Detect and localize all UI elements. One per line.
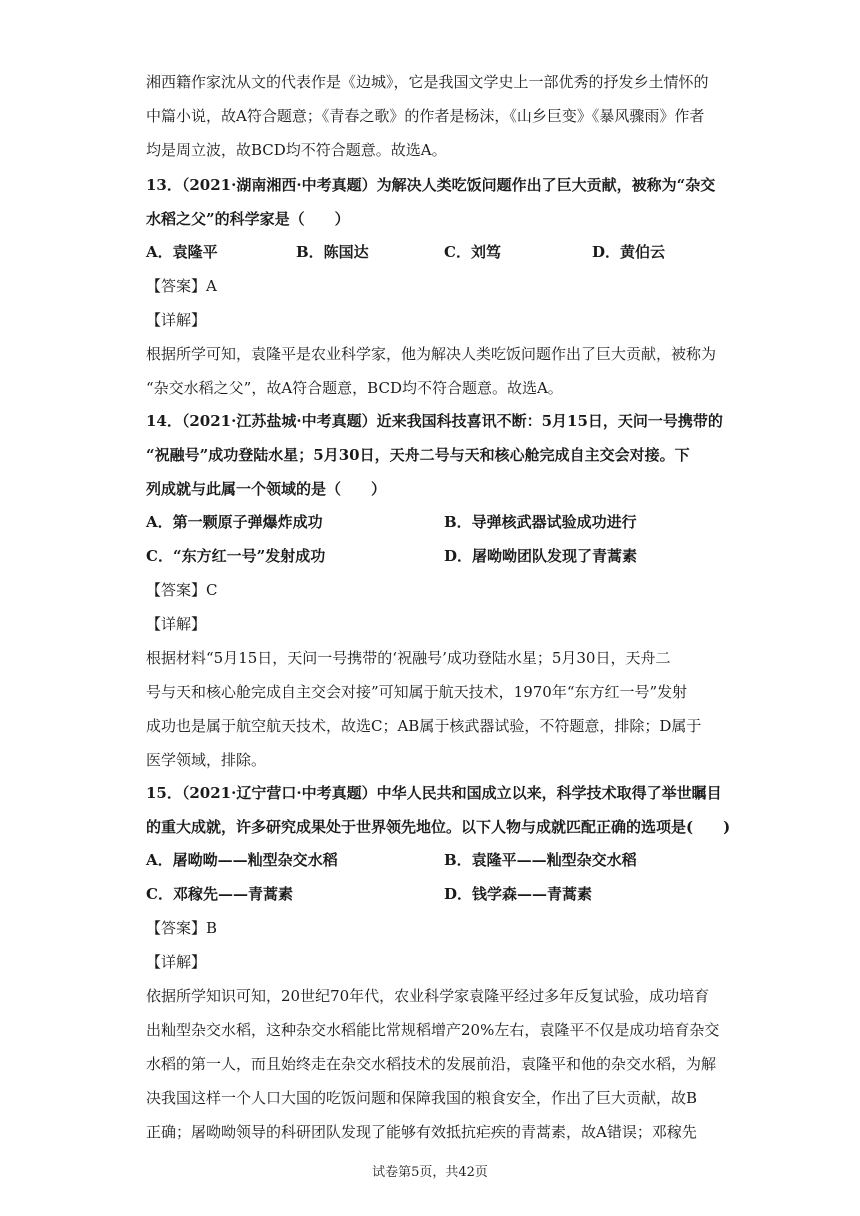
q15-detail: 决我国这样一个人口大国的吃饭问题和保障我国的粮食安全，作出了巨大贡献，故B	[146, 1089, 698, 1107]
q14-answer: 【答案】C	[146, 581, 218, 599]
q15-stem: 的重大成就，许多研究成果处于世界领先地位。以下人物与成就匹配正确的选项是( )	[146, 818, 731, 836]
q14-stem: 14．（2021·江苏盐城·中考真题）近来我国科技喜讯不断：5月15日，天问一号携带的	[146, 412, 723, 430]
continuation-line: 均是周立波，故BCD均不符合题意。故选A。	[146, 141, 447, 159]
q13-detail-label: 【详解】	[146, 311, 207, 329]
q14-detail: 成功也是属于航空航天技术，故选C；AB属于核武器试验，不符题意，排除；D属于	[146, 717, 702, 735]
q15-stem: 15．（2021·辽宁营口·中考真题）中华人民共和国成立以来，科学技术取得了举世瞩目	[146, 784, 722, 802]
q14-option-a: A．第一颗原子弹爆炸成功	[146, 513, 323, 531]
q13-option-b: B．陈国达	[296, 243, 369, 261]
q14-option-d: D．屠呦呦团队发现了青蒿素	[444, 547, 638, 565]
q14-detail-label: 【详解】	[146, 615, 207, 633]
q13-stem: 水稻之父”的科学家是（ ）	[146, 210, 350, 228]
q15-detail-label: 【详解】	[146, 953, 207, 971]
q15-detail: 依据所学知识可知，20世纪70年代，农业科学家袁隆平经过多年反复试验，成功培育	[146, 987, 710, 1005]
q15-option-d: D．钱学森——青蒿素	[444, 885, 593, 903]
q13-stem: 13．（2021·湖南湘西·中考真题）为解决人类吃饭问题作出了巨大贡献，被称为“杂交	[146, 176, 716, 194]
q15-option-c: C．邓稼先——青蒿素	[146, 885, 293, 903]
q15-answer: 【答案】B	[146, 919, 218, 937]
continuation-line: 中篇小说，故A符合题意；《青春之歌》的作者是杨沫，《山乡巨变》《暴风骤雨》作者	[146, 107, 705, 125]
q13-option-a: A．袁隆平	[146, 243, 218, 261]
q15-detail: 出籼型杂交水稻，这种杂交水稻能比常规稻增产20%左右，袁隆平不仅是成功培育杂交	[146, 1021, 720, 1039]
q15-option-b: B．袁隆平——籼型杂交水稻	[444, 851, 637, 869]
q13-option-c: C．刘笃	[444, 243, 501, 261]
q14-detail: 根据材料“5月15日，天问一号携带的‘祝融号’成功登陆水星；5月30日，天舟二	[146, 649, 671, 667]
q13-option-d: D．黄伯云	[592, 243, 666, 261]
q14-stem: “祝融号”成功登陆水星；5月30日，天舟二号与天和核心舱完成自主交会对接。下	[146, 446, 690, 464]
q15-option-a: A．屠呦呦——籼型杂交水稻	[146, 851, 338, 869]
page-footer: 试卷第5页，共42页	[372, 1165, 488, 1180]
q13-answer: 【答案】A	[146, 277, 217, 295]
q13-detail: “杂交水稻之父”，故A符合题意，BCD均不符合题意。故选A。	[146, 379, 563, 397]
q15-detail: 正确；屠呦呦领导的科研团队发现了能够有效抵抗疟疾的青蒿素，故A错误；邓稼先	[146, 1123, 697, 1141]
q14-stem: 列成就与此属一个领域的是（ ）	[146, 480, 387, 498]
q14-detail: 号与天和核心舱完成自主交会对接”可知属于航天技术，1970年“东方红一号”发射	[146, 683, 688, 701]
q15-detail: 水稻的第一人，而且始终走在杂交水稻技术的发展前沿，袁隆平和他的杂交水稻，为解	[146, 1055, 717, 1073]
q14-option-c: C．“东方红一号”发射成功	[146, 547, 326, 565]
q14-option-b: B．导弹核武器试验成功进行	[444, 513, 637, 531]
q13-detail: 根据所学可知，袁隆平是农业科学家，他为解决人类吃饭问题作出了巨大贡献，被称为	[146, 345, 717, 363]
q14-detail: 医学领域，排除。	[146, 751, 267, 769]
continuation-line: 湘西籍作家沈从文的代表作是《边城》，它是我国文学史上一部优秀的抒发乡土情怀的	[146, 73, 709, 91]
